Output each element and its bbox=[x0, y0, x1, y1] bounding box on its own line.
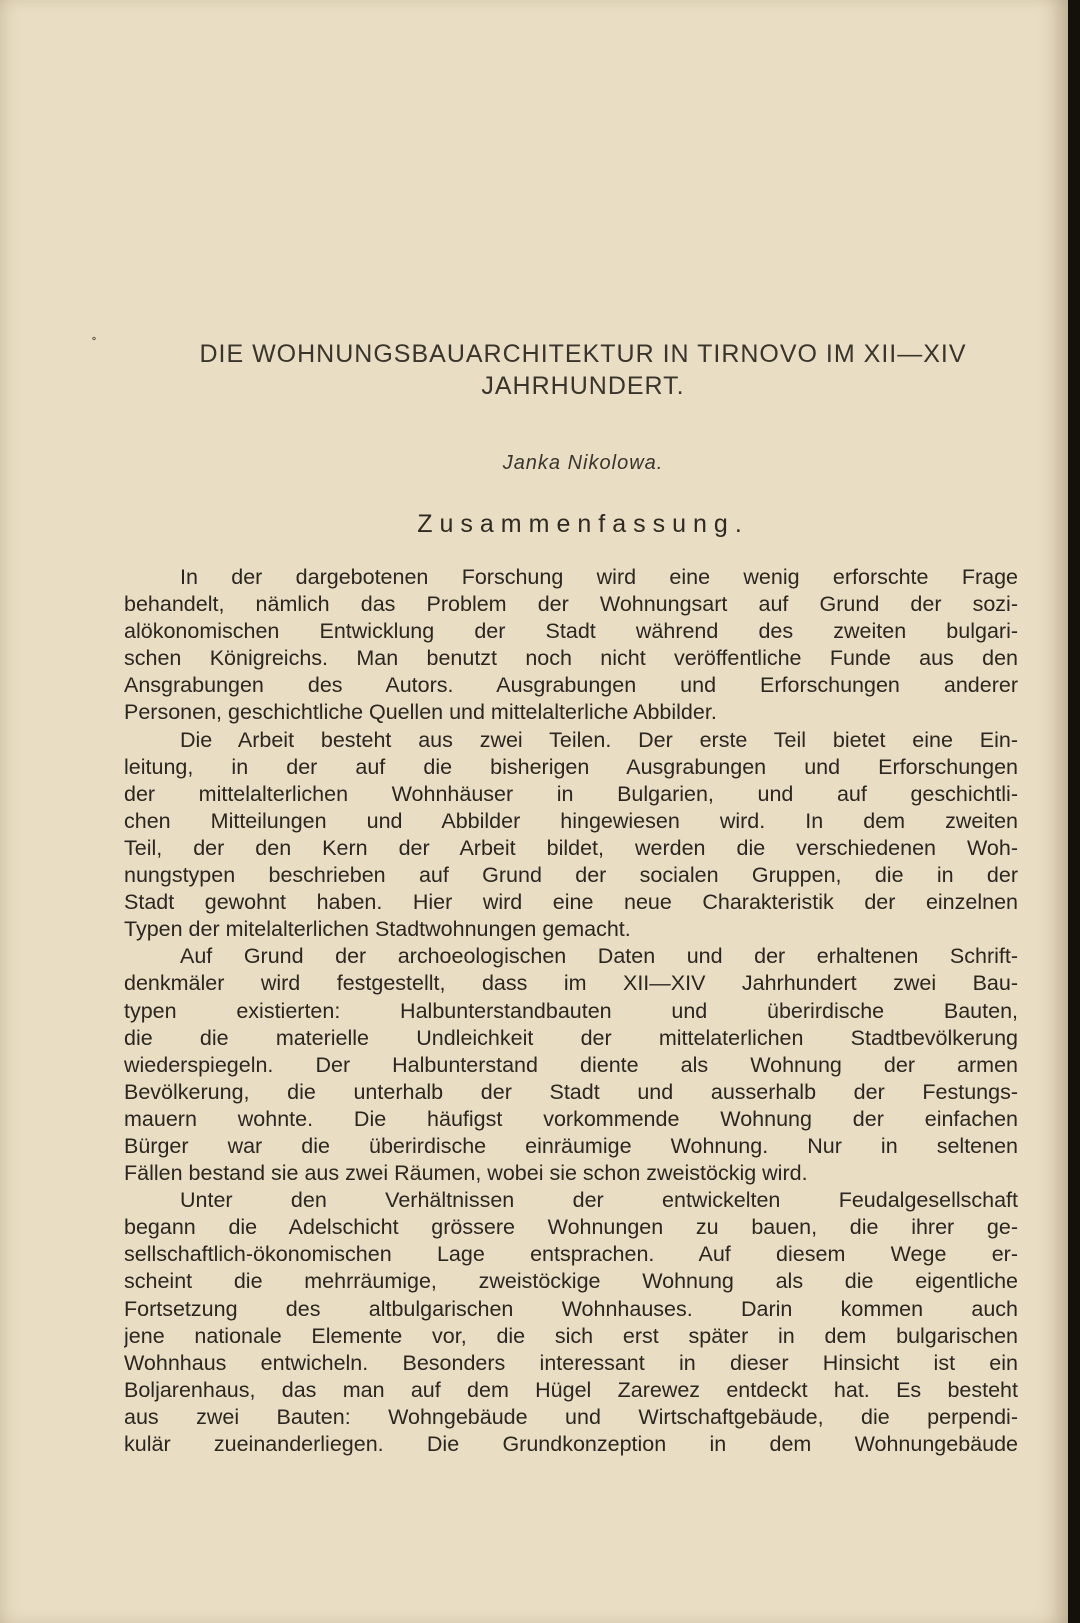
text-line: Die Arbeit besteht aus zwei Teilen. Der erste Teil bietet eine Ein- bbox=[180, 727, 1018, 752]
ink-speck: ˚ bbox=[92, 335, 97, 351]
section-heading: Zusammenfassung. bbox=[417, 510, 749, 538]
text-line: jene nationale Elemente vor, die sich erst später in dem bulgarischen bbox=[124, 1323, 1018, 1348]
text-line: begann die Adelschicht grössere Wohnungen zu bauen, die ihrer ge- bbox=[124, 1215, 1018, 1240]
text-line: Teil, der den Kern der Arbeit bildet, werden die verschiedenen Woh- bbox=[124, 835, 1018, 860]
text-line: schen Königreichs. Man benutzt noch nicht veröffentliche Funde aus den bbox=[124, 646, 1018, 671]
text-line: der mittelalterlichen Wohnhäuser in Bulgarien, und auf geschichtli- bbox=[124, 781, 1018, 806]
text-line: Personen, geschichtliche Quellen und mittelalterliche Abbilder. bbox=[124, 700, 717, 725]
text-line: chen Mitteilungen und Abbilder hingewiesen wird. In dem zweiten bbox=[124, 808, 1018, 833]
book-spine bbox=[1068, 0, 1080, 1623]
text-line: Fortsetzung des altbulgarischen Wohnhauses. Darin kommen auch bbox=[124, 1296, 1018, 1321]
text-line: Boljarenhaus, das man auf dem Hügel Zarewez entdeckt hat. Es besteht bbox=[124, 1377, 1018, 1402]
text-line: Bürger war die überirdische einräumige Wohnung. Nur in seltenen bbox=[124, 1133, 1018, 1158]
text-line: Wohnhaus entwicheln. Besonders interessant in dieser Hinsicht ist ein bbox=[124, 1350, 1018, 1375]
text-line: behandelt, nämlich das Problem der Wohnungsart auf Grund der sozi- bbox=[124, 592, 1018, 617]
author-name: Janka Nikolowa. bbox=[502, 452, 664, 474]
article-title bbox=[118, 338, 1048, 402]
text-line: In der dargebotenen Forschung wird eine wenig erforschte Frage bbox=[180, 565, 1018, 589]
text-line: alökonomischen Entwicklung der Stadt während des zweiten bulgari- bbox=[124, 619, 1018, 644]
text-line: kulär zueinanderliegen. Die Grundkonzeption in dem Wohnungebäude bbox=[124, 1432, 1018, 1456]
text-line: mauern wohnte. Die häufigst vorkommende Wohnung der einfachen bbox=[124, 1106, 1018, 1131]
text-line: denkmäler wird festgestellt, dass im XII—XIV Jahrhundert zwei Bau- bbox=[124, 971, 1018, 996]
text-line: leitung, in der auf die bisherigen Ausgrabungen und Erforschungen bbox=[124, 754, 1018, 779]
text-line: sellschaftlich-ökonomischen Lage entsprachen. Auf diesem Wege er- bbox=[124, 1242, 1018, 1267]
text-line: die die materielle Undleichkeit der mittelaterlichen Stadtbevölkerung bbox=[124, 1025, 1018, 1050]
text-line: typen existierten: Halbunterstandbauten und überirdische Bauten, bbox=[124, 998, 1018, 1023]
body-text bbox=[124, 564, 1018, 1458]
text-line: scheint die mehrräumige, zweistöckige Wohnung als die eigentliche bbox=[124, 1269, 1018, 1294]
text-line: Fällen bestand sie aus zwei Räumen, wobei sie schon zweistöckig wird. bbox=[124, 1161, 808, 1186]
text-line: aus zwei Bauten: Wohngebäude und Wirtschaftgebäude, die perpendi- bbox=[124, 1404, 1018, 1429]
text-line: Ansgrabungen des Autors. Ausgrabungen und Erforschungen anderer bbox=[124, 673, 1018, 698]
text-line: nungstypen beschrieben auf Grund der socialen Gruppen, die in der bbox=[124, 863, 1018, 888]
text-line: Unter den Verhältnissen der entwickelten Feudalgesellschaft bbox=[180, 1188, 1018, 1213]
text-line: Stadt gewohnt haben. Hier wird eine neue Charakteristik der einzelnen bbox=[124, 890, 1018, 915]
text-line: wiederspiegeln. Der Halbunterstand diente als Wohnung der armen bbox=[124, 1052, 1018, 1077]
text-line: Auf Grund der archoeologischen Daten und der erhaltenen Schrift- bbox=[180, 944, 1018, 969]
title-line-1: DIE WOHNUNGSBAUARCHITEKTUR IN TIRNOVO IM XII—XIV bbox=[199, 340, 967, 368]
title-line-2: JAHRHUNDERT. bbox=[481, 372, 685, 400]
text-line: Bevölkerung, die unterhalb der Stadt und ausserhalb der Festungs- bbox=[124, 1079, 1018, 1104]
text-line: Typen der mitelalterlichen Stadtwohnungen gemacht. bbox=[124, 917, 631, 942]
